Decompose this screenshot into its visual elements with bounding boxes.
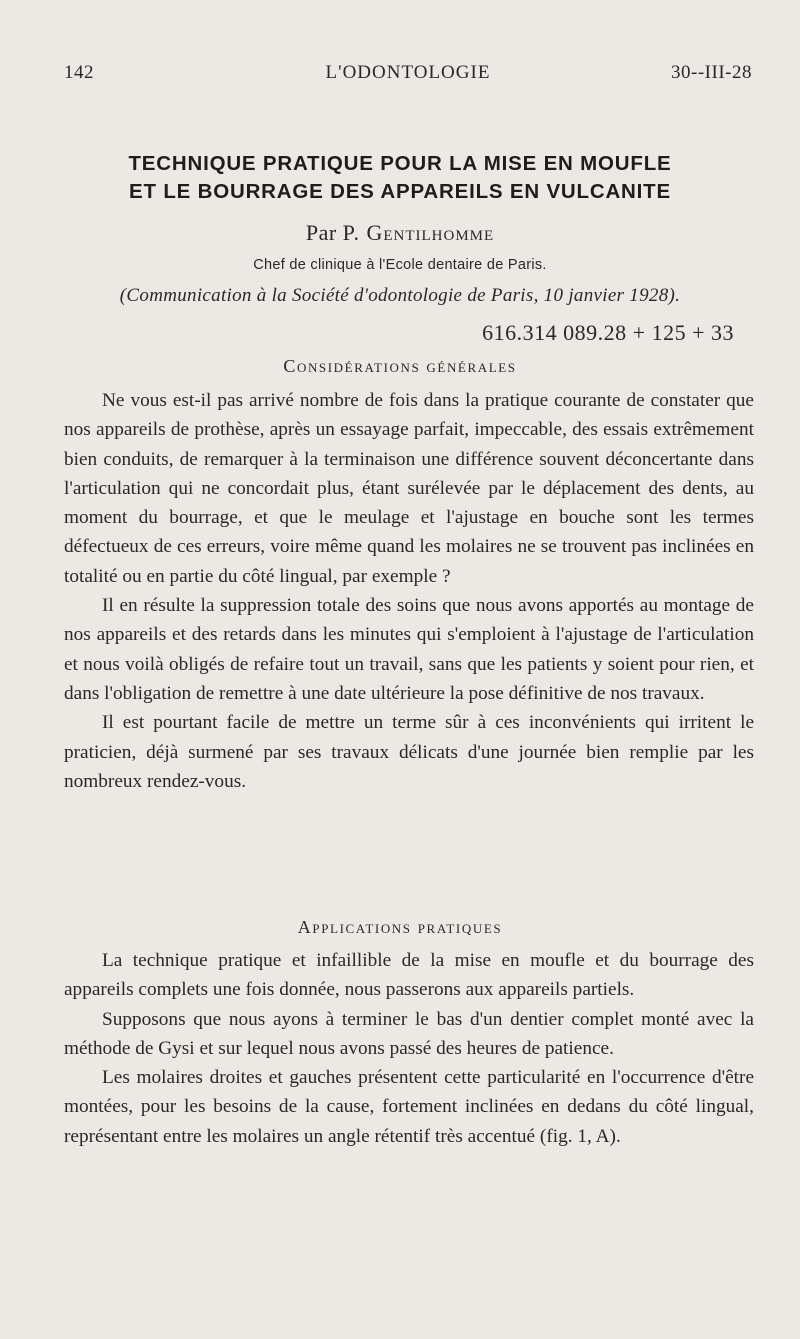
running-head [64,62,752,92]
title-line-2: ET LE BOURRAGE DES APPAREILS EN VULCANITE [129,180,671,203]
page-number: 142 [64,62,94,83]
paragraph: Il en résulte la suppression totale des soins que nous avons apportés au montage de nos appareils et des retards dans les minutes qui s'emploient à l'ajustage de l'articulation et nous voilà obligés de refaire tout un travail, sans que les patients y soient pour rien, et dans l'obligation de remettre à une date ultérieure la pose définitive de nos travaux. [64,595,754,704]
author-name: P. Gentilhomme [342,220,495,245]
paragraph: Ne vous est-il pas arrivé nombre de fois dans la pratique courante de constater que nos appareils de prothèse, après un essayage parfait, impeccable, des essais extrêmement bien conduits, de remarquer à la terminaison une différence souvent déconcertante dans l'articulation qui ne concordait plus, étant surélevée par le déplacement des dents, au moment du bourrage, et que le meulage et l'ajustage en bouche sont les termes défectueux de ces erreurs, voire même quand les molaires ne se trouvent pas inclinées en totalité ou en partie du côté lingual, par exemple ? [64,390,754,587]
paragraph: Les molaires droites et gauches présentent cette particularité en l'occurrence d'être montées, pour les besoins de la cause, fortement inclinées en dedans du côté lingual, représentant entre les molaires un angle rétentif très accentué (fig. 1, A). [64,1067,754,1147]
section-body-applications [64,946,754,1151]
author-prefix: Par [305,220,337,245]
paragraph: Il est pourtant facile de mettre un terme sûr à ces inconvénients qui irritent le praticien, déjà surmené par ses travaux délicats d'une journée bien remplie par les nombreux rendez-vous. [64,712,754,792]
section-heading-applications: Applications pratiques [297,917,503,937]
section-heading-considerations: Considérations générales [283,356,517,376]
section-body-considerations [64,386,754,796]
title-line-1: TECHNIQUE PRATIQUE POUR LA MISE EN MOUFLE [128,152,672,175]
classification-code: 616.314 089.28 + 125 + 33 [482,320,734,345]
issue-date: 30--III-28 [671,62,752,83]
communication-note: (Communication à la Société d'odontologie de Paris, 10 janvier 1928). [119,285,681,306]
paragraph: La technique pratique et infaillible de la mise en moufle et du bourrage des appareils complets une fois donnée, nous passerons aux appareils partiels. [64,950,754,1001]
journal-title: L'ODONTOLOGIE [325,62,491,83]
author-affiliation: Chef de clinique à l'Ecole dentaire de Paris. [253,257,547,273]
author-line [0,220,800,246]
article-title [40,150,760,206]
paragraph: Supposons que nous ayons à terminer le bas d'un dentier complet monté avec la méthode de Gysi et sur lequel nous avons passé des heures de patience. [64,1008,754,1059]
